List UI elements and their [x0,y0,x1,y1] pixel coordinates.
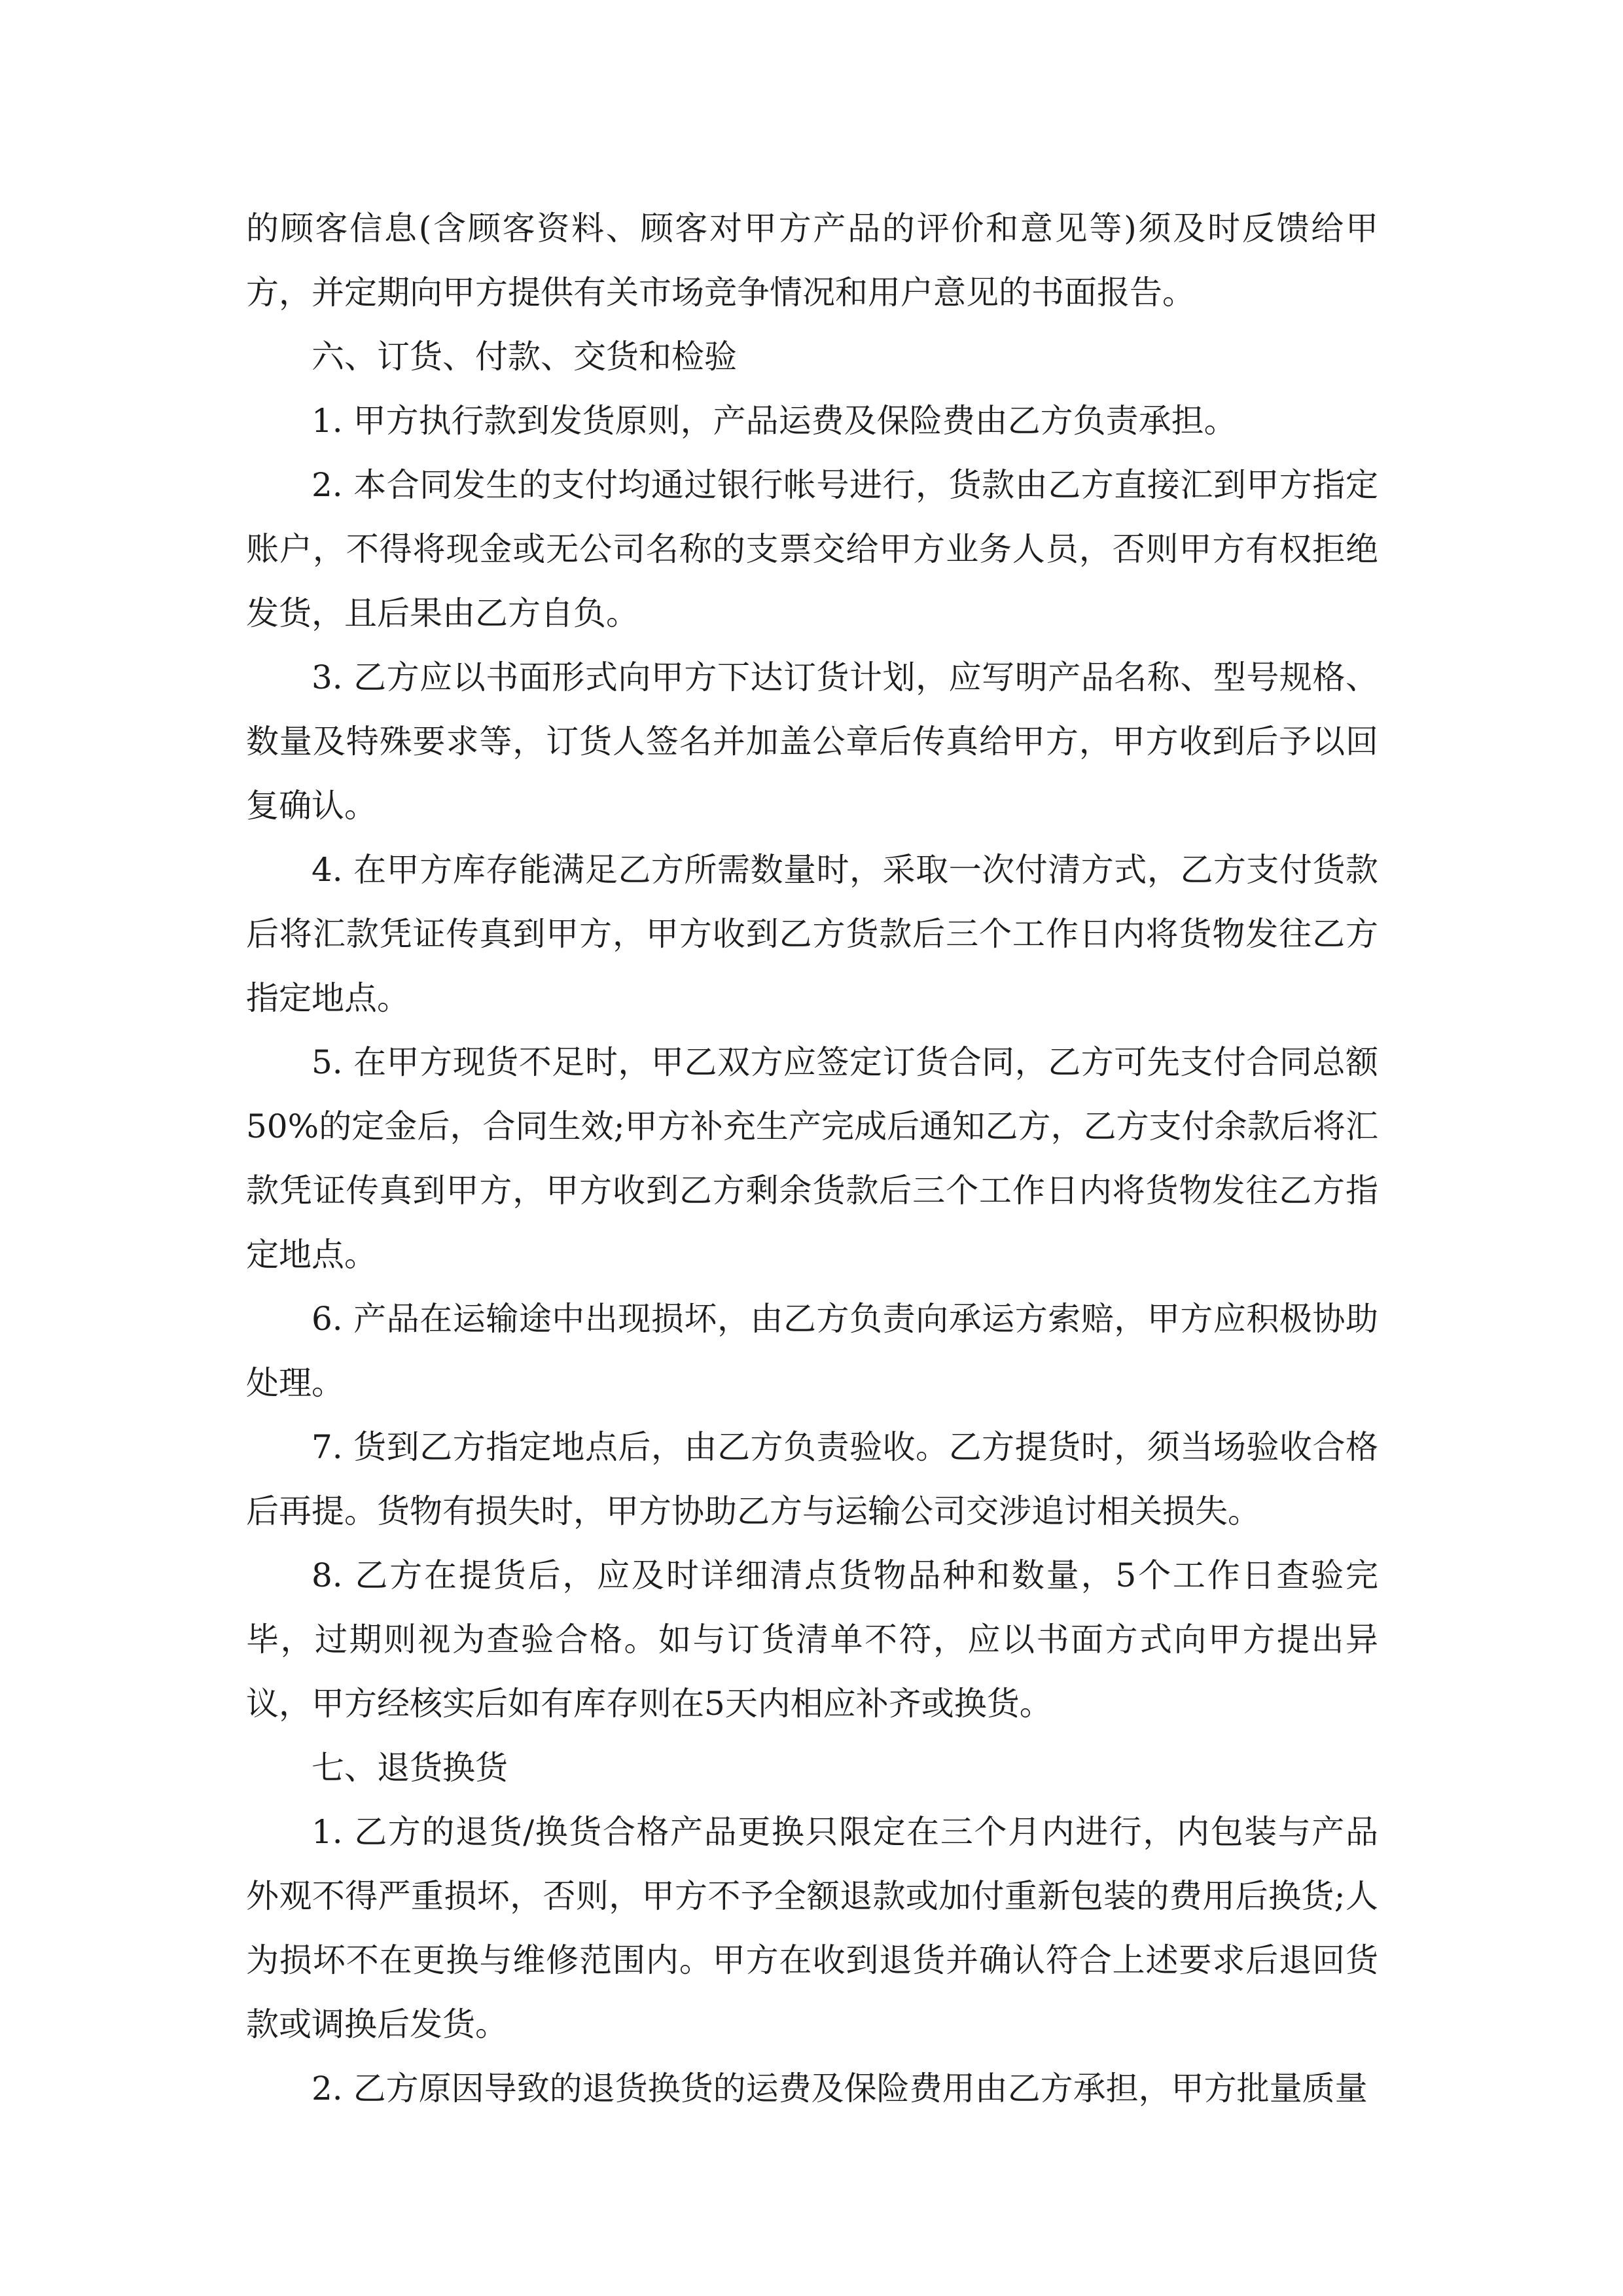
clause-7-2: 2. 乙方原因导致的退货换货的运费及保险费用由乙方承担，甲方批量质量 [312,2070,1368,2108]
clause-6-3: 3. 乙方应以书面形式向甲方下达订货计划，应写明产品名称、型号规格、数量及特殊要求等，订货人签名并加盖公章后传真给甲方，甲方收到后予以回复确认。 [246,658,1378,825]
clause-6-4: 4. 在甲方库存能满足乙方所需数量时，采取一次付清方式，乙方支付货款后将汇款凭证传真到甲方，甲方收到乙方货款后三个工作日内将货物发往乙方指定地点。 [246,851,1378,1017]
clause-6-2: 2. 本合同发生的支付均通过银行帐号进行，货款由乙方直接汇到甲方指定账户，不得将现金或无公司名称的支票交给甲方业务人员，否则甲方有权拒绝发货，且后果由乙方自负。 [246,466,1378,632]
section-heading-returns: 七、退货换货 [312,1749,508,1787]
clause-6-5: 5. 在甲方现货不足时，甲乙双方应签定订货合同，乙方可先支付合同总额50%的定金后，合同生效;甲方补充生产完成后通知乙方，乙方支付余款后将汇款凭证传真到甲方，甲方收到乙方剩余货款后三个工作日内将货物发往乙方指定地点。 [246,1043,1378,1274]
paragraph-customer-info: 的顾客信息(含顾客资料、顾客对甲方产品的评价和意见等)须及时反馈给甲方，并定期向甲方提供有关市场竞争情况和用户意见的书面报告。 [246,209,1378,312]
clause-6-6: 6. 产品在运输途中出现损坏，由乙方负责向承运方索赔，甲方应积极协助处理。 [246,1300,1378,1402]
section-heading-ordering: 六、订货、付款、交货和检验 [312,338,737,376]
clause-7-1: 1. 乙方的退货/换货合格产品更换只限定在三个月内进行，内包装与产品外观不得严重损坏，否则，甲方不予全额退款或加付重新包装的费用后换货;人为损坏不在更换与维修范围内。甲方在收到退货并确认符合上述要求后退回货款或调换后发货。 [246,1813,1378,2043]
document-body [246,196,1378,2121]
clause-6-1: 1. 甲方执行款到发货原则，产品运费及保险费由乙方负责承担。 [312,402,1237,440]
clause-6-7: 7. 货到乙方指定地点后，由乙方负责验收。乙方提货时，须当场验收合格后再提。货物有损失时，甲方协助乙方与运输公司交涉追讨相关损失。 [246,1428,1378,1530]
clause-6-8: 8. 乙方在提货后，应及时详细清点货物品种和数量，5个工作日查验完毕，过期则视为查验合格。如与订货清单不符，应以书面方式向甲方提出异议，甲方经核实后如有库存则在5天内相应补齐或换货。 [246,1556,1378,1723]
